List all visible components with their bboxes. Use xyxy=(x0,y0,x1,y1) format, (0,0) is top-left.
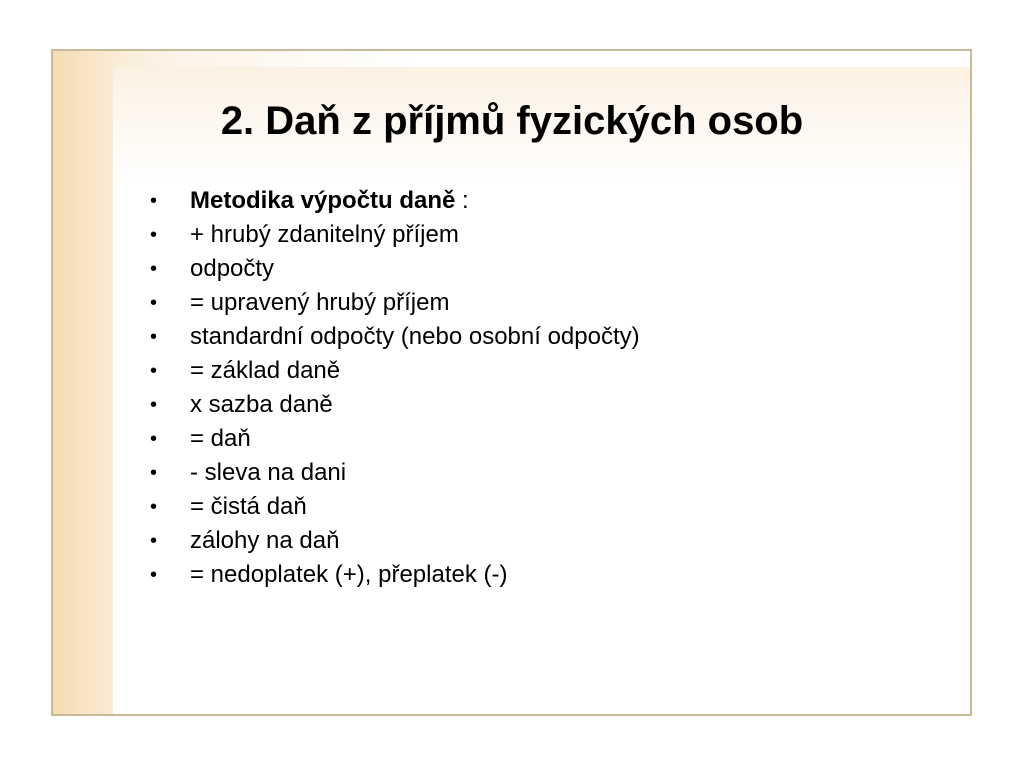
slide-title: 2. Daň z příjmů fyzických osob xyxy=(220,99,804,143)
bullet-icon: • xyxy=(150,394,158,416)
list-item-text: = základ daně xyxy=(190,357,341,384)
bullet-icon: • xyxy=(150,258,158,280)
list-item xyxy=(150,354,640,388)
bullet-icon: • xyxy=(150,428,158,450)
list-item xyxy=(150,252,640,286)
bullet-icon: • xyxy=(150,224,158,246)
bullet-icon: • xyxy=(150,190,158,212)
list-item-text: zálohy na daň xyxy=(190,527,340,554)
bullet-icon: • xyxy=(150,326,158,348)
list-item-text: - sleva na dani xyxy=(190,459,347,486)
bullet-icon: • xyxy=(150,496,158,518)
list-item xyxy=(150,184,640,218)
heading-suffix: : xyxy=(455,187,469,214)
list-item-text: x sazba daně xyxy=(190,391,333,418)
list-item xyxy=(150,456,640,490)
list-item-text: standardní odpočty (nebo osobní odpočty) xyxy=(190,323,640,350)
list-item-text: odpočty xyxy=(190,255,275,282)
list-item-text: = nedoplatek (+), přeplatek (-) xyxy=(190,561,508,588)
bullet-list xyxy=(150,184,640,592)
list-item xyxy=(150,320,640,354)
list-item xyxy=(150,558,640,592)
list-item xyxy=(150,218,640,252)
bullet-icon: • xyxy=(150,462,158,484)
list-item-text: + hrubý zdanitelný příjem xyxy=(190,221,459,248)
bullet-icon: • xyxy=(150,360,158,382)
bullet-icon: • xyxy=(150,530,158,552)
bullet-icon: • xyxy=(150,292,158,314)
heading-text: Metodika výpočtu daně xyxy=(190,187,456,214)
list-item xyxy=(150,524,640,558)
list-item-text: = daň xyxy=(190,425,251,452)
list-item xyxy=(150,422,640,456)
list-item-text: = čistá daň xyxy=(190,493,307,520)
bullet-icon: • xyxy=(150,564,158,586)
list-item xyxy=(150,286,640,320)
list-item xyxy=(150,490,640,524)
list-item-text: = upravený hrubý příjem xyxy=(190,289,450,316)
list-item xyxy=(150,388,640,422)
